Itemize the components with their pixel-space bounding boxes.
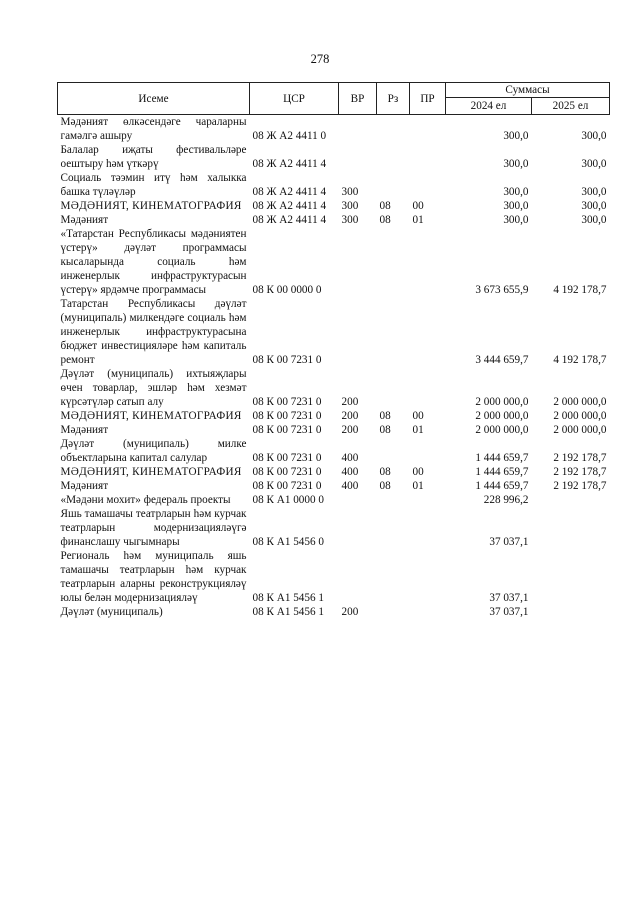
row-vr: 300	[341, 214, 359, 226]
row-amount-2024: 1 444 659,7	[475, 466, 529, 478]
table-row	[58, 199, 610, 213]
row-vr	[339, 493, 377, 507]
row-vr: 300	[341, 200, 359, 212]
row-amount-2025: 300,0	[581, 158, 607, 170]
row-name: Дәүләт (муниципаль) ихтыяҗлары өчен товарлар, эшләр һәм хезмәт күрсәтүләр сатып алу	[60, 368, 247, 408]
row-amount-2025: 2 000 000,0	[553, 410, 607, 422]
row-name: Социаль тәэмин итү һәм халыкка башка түләүләр	[60, 172, 247, 198]
row-csr: 08 К 00 7231 0	[252, 410, 322, 422]
row-rz: 08	[379, 200, 391, 212]
row-amount-2024: 300,0	[503, 200, 529, 212]
header-year-2024: 2024 ел	[446, 98, 532, 115]
row-rz	[377, 297, 410, 367]
row-vr	[339, 297, 377, 367]
row-csr: 08 К 00 7231 0	[252, 354, 322, 366]
row-rz	[377, 507, 410, 549]
header-sums: Суммасы	[446, 83, 610, 98]
row-rz	[377, 549, 410, 605]
header-pr: ПР	[410, 83, 446, 115]
page-number: 278	[310, 52, 330, 66]
row-amount-2025: 2 000 000,0	[553, 424, 607, 436]
row-rz	[377, 605, 410, 619]
table-row	[58, 423, 610, 437]
table-row	[58, 115, 610, 144]
table-row	[58, 297, 610, 367]
row-pr	[410, 115, 446, 144]
row-pr: 00	[412, 200, 424, 212]
header-rz: Рз	[377, 83, 410, 115]
table-row	[58, 479, 610, 493]
row-name: Дәүләт (муниципаль)	[60, 606, 163, 618]
row-name: Балалар иҗаты фестивальләре оештыру һәм үткәрү	[60, 144, 247, 170]
row-vr: 400	[341, 466, 359, 478]
table-row	[58, 409, 610, 423]
row-pr	[410, 507, 446, 549]
row-rz	[377, 367, 410, 409]
row-amount-2024: 228 996,2	[483, 494, 529, 506]
row-amount-2024: 37 037,1	[489, 592, 529, 604]
row-vr	[339, 507, 377, 549]
header-year-2025: 2025 ел	[532, 98, 610, 115]
row-amount-2025: 300,0	[581, 130, 607, 142]
row-pr: 01	[412, 480, 424, 492]
row-amount-2024: 2 000 000,0	[475, 396, 529, 408]
row-rz: 08	[379, 466, 391, 478]
row-amount-2024: 37 037,1	[489, 536, 529, 548]
row-amount-2025: 300,0	[581, 200, 607, 212]
row-rz	[377, 171, 410, 199]
row-amount-2024: 37 037,1	[489, 606, 529, 618]
row-name: Мәдәният	[60, 424, 109, 436]
row-rz	[377, 227, 410, 297]
row-amount-2024: 3 673 655,9	[475, 284, 529, 296]
row-amount-2025: 300,0	[581, 214, 607, 226]
header-name: Исеме	[58, 83, 250, 115]
row-vr: 400	[341, 480, 359, 492]
row-name: Мәдәният өлкәсендәге чараларны гамәлгә ашыру	[60, 116, 247, 142]
row-pr: 01	[412, 214, 424, 226]
row-amount-2024: 300,0	[503, 186, 529, 198]
row-csr: 08 К 00 7231 0	[252, 466, 322, 478]
table-row	[58, 143, 610, 171]
row-name: Мәдәният	[60, 214, 109, 226]
row-pr: 00	[412, 466, 424, 478]
row-rz: 08	[379, 410, 391, 422]
row-rz	[377, 143, 410, 171]
row-rz: 08	[379, 480, 391, 492]
row-pr	[410, 227, 446, 297]
row-amount-2025: 2 192 178,7	[553, 452, 607, 464]
row-amount-2025	[532, 493, 610, 507]
row-rz	[377, 493, 410, 507]
table-row	[58, 493, 610, 507]
row-vr: 200	[341, 410, 359, 422]
row-csr: 08 К 00 7231 0	[252, 452, 322, 464]
row-name: МӘДӘНИЯТ, КИНЕМАТОГРАФИЯ	[60, 200, 242, 212]
row-amount-2024: 1 444 659,7	[475, 480, 529, 492]
row-csr: 08 Ж А2 4411 4	[252, 214, 327, 226]
row-amount-2025: 2 000 000,0	[553, 396, 607, 408]
row-pr	[410, 549, 446, 605]
row-pr	[410, 143, 446, 171]
row-vr: 200	[341, 606, 359, 618]
table-row	[58, 213, 610, 227]
row-name: Мәдәният	[60, 480, 109, 492]
row-name: МӘДӘНИЯТ, КИНЕМАТОГРАФИЯ	[60, 410, 242, 422]
row-csr: 08 К 00 0000 0	[252, 284, 322, 296]
row-csr: 08 К 00 7231 0	[252, 424, 322, 436]
row-amount-2025: 4 192 178,7	[553, 354, 607, 366]
table-row	[58, 227, 610, 297]
row-csr: 08 К А1 5456 1	[252, 606, 324, 618]
row-pr	[410, 297, 446, 367]
row-name: «Мәдәни мохит» федераль проекты	[60, 494, 231, 506]
row-vr: 200	[341, 396, 359, 408]
row-amount-2025	[532, 507, 610, 549]
row-vr	[339, 227, 377, 297]
row-amount-2025: 4 192 178,7	[553, 284, 607, 296]
row-csr: 08 Ж А2 4411 0	[252, 130, 327, 142]
row-rz	[377, 115, 410, 144]
row-amount-2024: 2 000 000,0	[475, 424, 529, 436]
row-vr	[339, 143, 377, 171]
row-name: Яшь тамашачы театрларын һәм курчак театрларын модернизацияләүгә финанслашу чыгымнары	[60, 508, 247, 548]
table-row	[58, 549, 610, 605]
row-name: Региональ һәм муниципаль яшь тамашачы театрларын һәм курчак театрларын аларны реконструкцияләү юлы белән модернизацияләү	[60, 550, 247, 604]
row-amount-2025: 2 192 178,7	[553, 480, 607, 492]
header-csr: ЦСР	[250, 83, 339, 115]
row-name: «Татарстан Республикасы мәдәниятен үстерү» дәүләт программасы кысаларында социаль һәм инженерлык инфраструктурасын үстерү» ярдәмче программасы	[60, 228, 247, 296]
table-body	[58, 115, 610, 620]
row-pr	[410, 437, 446, 465]
row-name: Дәүләт (муниципаль) милке объектларына капитал салулар	[60, 438, 247, 464]
row-amount-2024: 3 444 659,7	[475, 354, 529, 366]
row-amount-2025	[532, 605, 610, 619]
table-row	[58, 605, 610, 619]
row-amount-2024: 300,0	[503, 130, 529, 142]
table-row	[58, 171, 610, 199]
header-vr: ВР	[339, 83, 377, 115]
row-csr: 08 К А1 5456 0	[252, 536, 324, 548]
row-name: Татарстан Республикасы дәүләт (муниципаль) милкендәге социаль һәм инженерлык инфраструктурасына бюджет инвестицияләре һәм капиталь ремонт	[60, 298, 247, 366]
row-amount-2024: 2 000 000,0	[475, 410, 529, 422]
row-vr	[339, 115, 377, 144]
row-amount-2025: 300,0	[581, 186, 607, 198]
row-rz: 08	[379, 424, 391, 436]
row-csr: 08 Ж А2 4411 4	[252, 186, 327, 198]
row-pr	[410, 367, 446, 409]
row-amount-2024: 300,0	[503, 214, 529, 226]
row-vr	[339, 549, 377, 605]
row-csr: 08 К А1 5456 1	[252, 592, 324, 604]
row-csr: 08 К 00 7231 0	[252, 480, 322, 492]
budget-table	[57, 82, 610, 619]
row-amount-2025: 2 192 178,7	[553, 466, 607, 478]
row-vr: 400	[341, 452, 359, 464]
row-csr: 08 Ж А2 4411 4	[252, 158, 327, 170]
row-pr	[410, 171, 446, 199]
row-amount-2024: 1 444 659,7	[475, 452, 529, 464]
row-vr: 300	[341, 186, 359, 198]
row-vr: 200	[341, 424, 359, 436]
table-row	[58, 437, 610, 465]
row-pr	[410, 605, 446, 619]
row-amount-2024: 300,0	[503, 158, 529, 170]
row-pr: 00	[412, 410, 424, 422]
row-rz: 08	[379, 214, 391, 226]
row-amount-2025	[532, 549, 610, 605]
row-csr: 08 К А1 0000 0	[252, 494, 324, 506]
row-rz	[377, 437, 410, 465]
table-row	[58, 465, 610, 479]
table-row	[58, 367, 610, 409]
row-csr: 08 Ж А2 4411 4	[252, 200, 327, 212]
row-csr: 08 К 00 7231 0	[252, 396, 322, 408]
row-name: МӘДӘНИЯТ, КИНЕМАТОГРАФИЯ	[60, 466, 242, 478]
row-pr: 01	[412, 424, 424, 436]
row-pr	[410, 493, 446, 507]
table-row	[58, 507, 610, 549]
